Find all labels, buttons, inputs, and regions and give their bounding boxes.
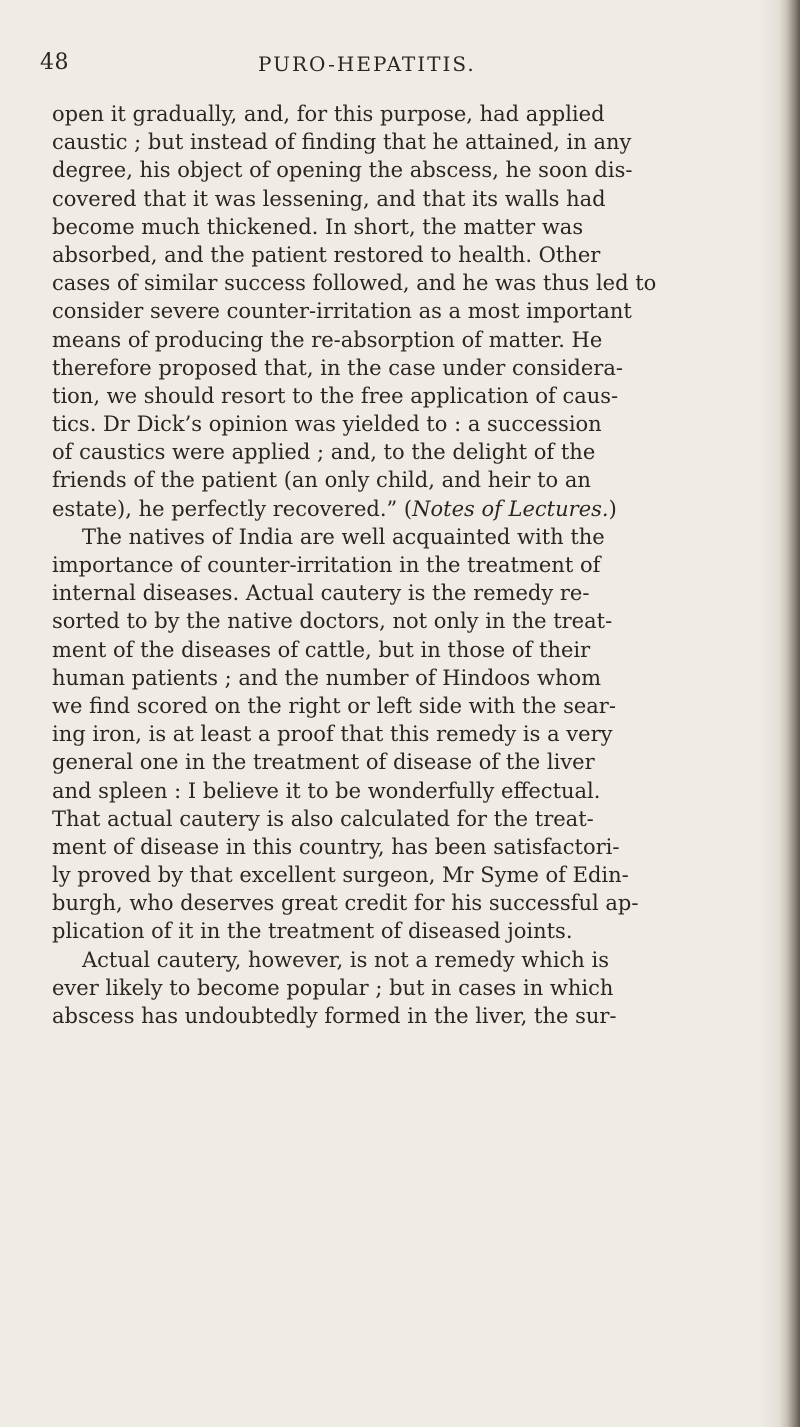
text-line: degree, his object of opening the abscess, he soon dis- — [52, 158, 633, 183]
text-line: and spleen : I believe it to be wonderfully effectual. — [52, 778, 601, 803]
citation: Notes of Lectures. — [412, 496, 609, 521]
text-line: estate), he perfectly recovered.” (Notes of Lectures.) — [52, 496, 617, 521]
text-line: we find scored on the right or left side with the sear- — [52, 693, 616, 718]
text-line: abscess has undoubtedly formed in the liver, the sur- — [52, 1004, 617, 1028]
text-line: ever likely to become popular ; but in cases in which — [52, 975, 614, 1000]
body-text — [52, 100, 767, 1030]
text-line: become much thickened. In short, the matter was — [52, 214, 584, 239]
text-line: means of producing the re-absorption of matter. He — [52, 327, 603, 352]
text-line: cases of similar success followed, and he was thus led to — [52, 271, 657, 296]
text-line: open it gradually, and, for this purpose, had applied — [52, 102, 605, 126]
text-line: ly proved by that excellent surgeon, Mr Syme of Edin- — [52, 863, 629, 888]
binding-shadow — [760, 0, 778, 1427]
binding-edge — [778, 0, 800, 1427]
text-line: human patients ; and the number of Hindoos whom — [52, 665, 602, 690]
text-line: sorted to by the native doctors, not only in the treat- — [52, 609, 613, 634]
text-line: ment of the diseases of cattle, but in those of their — [52, 637, 591, 662]
text-line: of caustics were applied ; and, to the delight of the — [52, 440, 596, 465]
text-line: ment of disease in this country, has been satisfactori- — [52, 834, 620, 859]
text-line: absorbed, and the patient restored to health. Other — [52, 242, 601, 267]
page-number: 48 — [40, 50, 69, 75]
text-line: tics. Dr Dick’s opinion was yielded to : a succession — [52, 412, 602, 437]
text-line: friends of the patient (an only child, and heir to an — [52, 468, 591, 493]
text-line: consider severe counter-irritation as a most important — [52, 299, 632, 324]
text-line: importance of counter-irritation in the treatment of — [52, 553, 601, 577]
text-line: tion, we should resort to the free application of caus- — [52, 383, 619, 408]
text-line: ing iron, is at least a proof that this remedy is a very — [52, 722, 613, 747]
text-line: general one in the treatment of disease of the liver — [52, 750, 595, 775]
quote-end: estate), he perfectly recovered.” — [52, 496, 398, 521]
text-line: burgh, who deserves great credit for his successful ap- — [52, 891, 639, 916]
paragraph-start: Actual cautery, however, is not a remedy which is — [82, 947, 609, 972]
text-line: therefore proposed that, in the case under considera- — [52, 355, 623, 380]
text-line: caustic ; but instead of finding that he attained, in any — [52, 130, 632, 155]
text-line: That actual cautery is also calculated for the treat- — [52, 806, 594, 831]
paragraph-start: The natives of India are well acquainted with the — [82, 524, 605, 549]
text-line: internal diseases. Actual cautery is the remedy re- — [52, 581, 590, 606]
running-head: PURO-HEPATITIS. — [258, 52, 476, 76]
text-line: covered that it was lessening, and that its walls had — [52, 186, 606, 211]
text-line: plication of it in the treatment of diseased joints. — [52, 919, 573, 944]
